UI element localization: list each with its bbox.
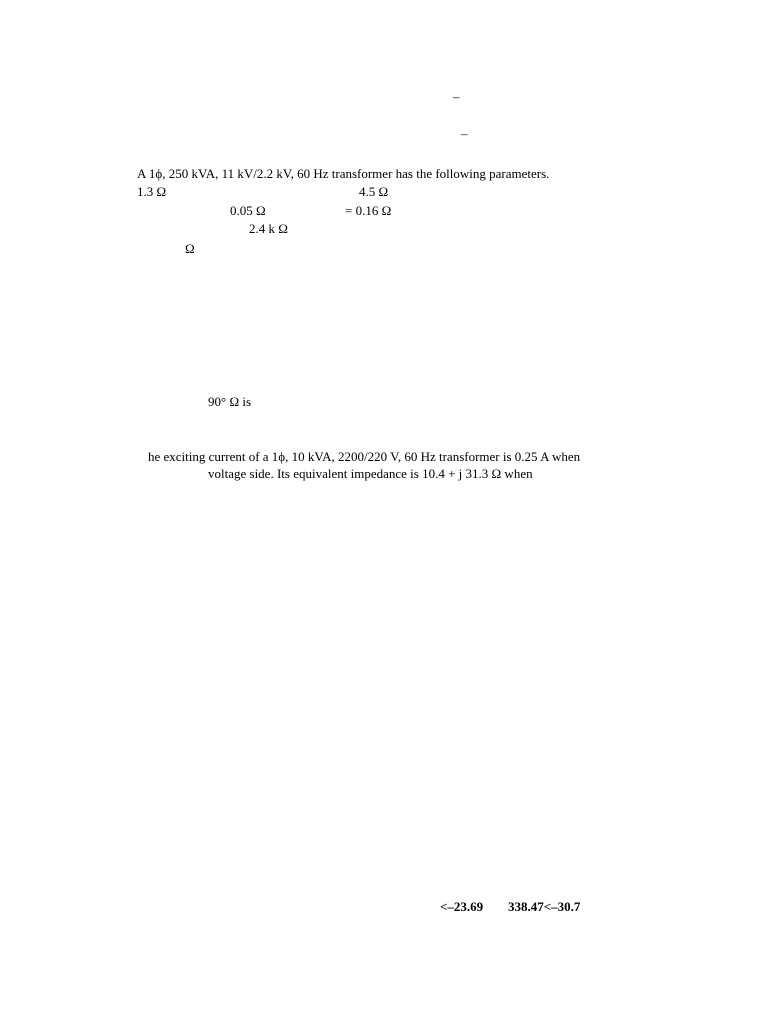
exciting-current-text: he exciting current of a 1ϕ, 10 kVA, 2200/220 V, 60 Hz transformer is 0.25 A when bbox=[148, 449, 581, 464]
parameter-x1: 4.5 Ω bbox=[359, 184, 389, 199]
answer-value: 338.47<–30.7 bbox=[508, 899, 581, 914]
parameter-r2: 0.05 Ω bbox=[230, 203, 266, 218]
parameter-rc: 2.4 k Ω bbox=[249, 221, 288, 236]
dash-mark: – bbox=[453, 89, 460, 104]
angle-fragment: 90° Ω is bbox=[208, 394, 252, 409]
parameter-r1: 1.3 Ω bbox=[137, 184, 167, 199]
dash-mark: – bbox=[461, 126, 468, 141]
parameter-xm: Ω bbox=[185, 241, 195, 256]
answer-angle: <–23.69 bbox=[440, 899, 484, 914]
problem-statement: A 1ϕ, 250 kVA, 11 kV/2.2 kV, 60 Hz transformer has the following parameters. bbox=[137, 166, 550, 181]
parameter-x2: = 0.16 Ω bbox=[345, 203, 392, 218]
equivalent-impedance-text: voltage side. Its equivalent impedance is 10.4 + j 31.3 Ω when bbox=[208, 466, 533, 481]
